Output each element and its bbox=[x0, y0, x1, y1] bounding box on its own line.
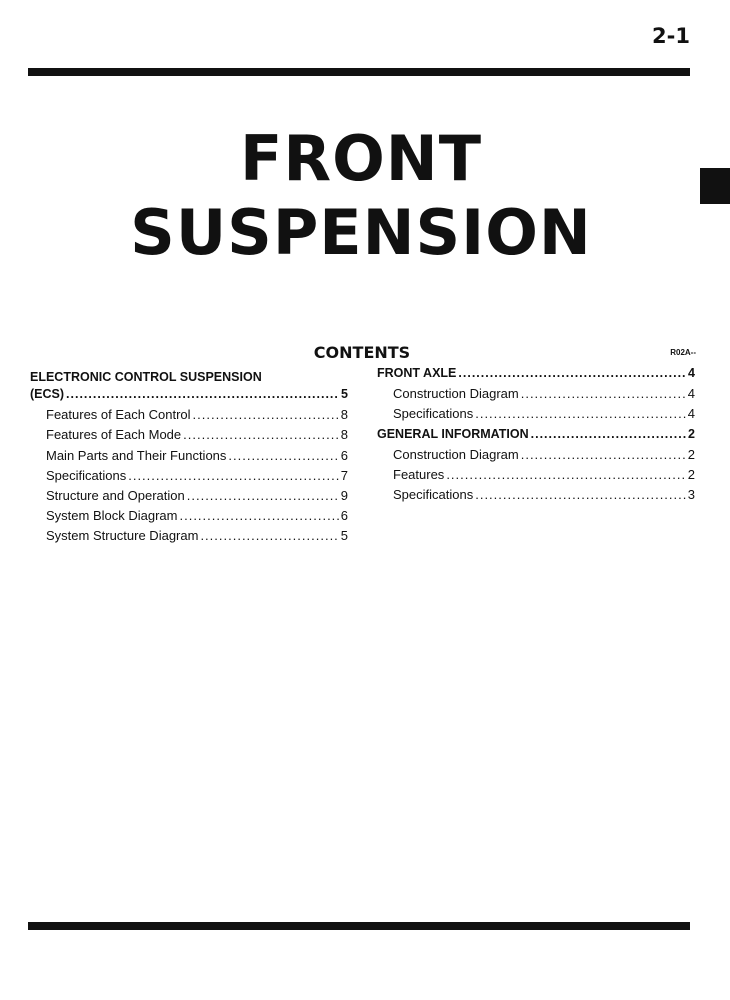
toc-leader-dots bbox=[521, 386, 686, 401]
toc-item-label: Construction Diagram bbox=[393, 386, 519, 402]
toc-item[interactable] bbox=[377, 406, 695, 426]
toc-page-number: 4 bbox=[687, 386, 695, 402]
toc-leader-dots bbox=[187, 488, 339, 503]
toc-leader-dots bbox=[475, 487, 686, 502]
toc-leader-dots bbox=[458, 366, 686, 380]
document-code: R02A-- bbox=[670, 348, 696, 357]
toc-page-number: 2 bbox=[687, 446, 695, 462]
toc-item[interactable] bbox=[377, 487, 695, 507]
toc-page-number: 8 bbox=[340, 427, 348, 443]
toc-leader-dots bbox=[475, 406, 686, 421]
top-rule bbox=[28, 68, 690, 76]
toc-page-number: 7 bbox=[340, 467, 348, 483]
toc-leader-dots bbox=[446, 467, 685, 482]
page-title-line2: SUSPENSION bbox=[130, 196, 592, 269]
bottom-rule bbox=[28, 922, 690, 930]
toc-leader-dots bbox=[128, 468, 339, 483]
toc-section-title-ecs[interactable]: ELECTRONIC CONTROL SUSPENSION bbox=[30, 370, 262, 384]
toc-item-label: Specifications bbox=[393, 406, 474, 422]
toc-item-label: System Structure Diagram bbox=[46, 528, 199, 544]
contents-heading: CONTENTS bbox=[313, 343, 411, 362]
toc-page-number: 6 bbox=[340, 508, 348, 524]
toc-page-number: 6 bbox=[340, 447, 348, 463]
contents-left-column bbox=[30, 368, 348, 549]
page-title-line1: FRONT bbox=[240, 122, 482, 195]
toc-item-label: Structure and Operation bbox=[46, 487, 185, 503]
toc-item[interactable] bbox=[30, 468, 348, 488]
toc-page-number: 5 bbox=[340, 528, 348, 544]
toc-page-number: 5 bbox=[341, 387, 348, 401]
toc-page-number: 9 bbox=[340, 487, 348, 503]
contents-right-column bbox=[377, 366, 695, 507]
toc-page-number: 4 bbox=[688, 366, 695, 380]
toc-leader-dots bbox=[228, 448, 338, 463]
toc-section-label: FRONT AXLE bbox=[377, 366, 457, 380]
toc-item[interactable] bbox=[377, 386, 695, 406]
toc-leader-dots bbox=[193, 407, 339, 422]
toc-leader-dots bbox=[200, 528, 338, 543]
toc-leader-dots bbox=[179, 508, 338, 523]
toc-leader-dots bbox=[521, 447, 686, 462]
toc-item-label: Specifications bbox=[393, 487, 474, 503]
page-number: 2-1 bbox=[652, 24, 690, 48]
toc-item-label: Features of Each Mode bbox=[46, 427, 182, 443]
toc-item[interactable] bbox=[30, 407, 348, 427]
toc-leader-dots bbox=[66, 387, 339, 401]
toc-item-label: Specifications bbox=[46, 467, 127, 483]
toc-item-label: System Block Diagram bbox=[46, 508, 178, 524]
toc-page-number: 4 bbox=[687, 406, 695, 422]
toc-item-label: Main Parts and Their Functions bbox=[46, 447, 227, 463]
toc-page-number: 2 bbox=[688, 426, 695, 441]
toc-item[interactable] bbox=[30, 528, 348, 548]
toc-item[interactable] bbox=[377, 467, 695, 487]
toc-section-ecs[interactable] bbox=[30, 387, 348, 407]
toc-leader-dots bbox=[183, 427, 339, 442]
toc-section-label: (ECS) bbox=[30, 387, 65, 401]
toc-item[interactable] bbox=[30, 427, 348, 447]
toc-page-number: 3 bbox=[687, 487, 695, 503]
toc-section-front-axle[interactable] bbox=[377, 366, 695, 386]
toc-item[interactable] bbox=[30, 448, 348, 468]
toc-item[interactable] bbox=[30, 488, 348, 508]
toc-page-number: 8 bbox=[340, 407, 348, 423]
toc-item[interactable] bbox=[30, 508, 348, 528]
toc-section-label: GENERAL INFORMATION bbox=[377, 426, 529, 441]
toc-page-number: 2 bbox=[687, 466, 695, 482]
toc-item-label: Features bbox=[393, 466, 445, 482]
toc-item-label: Construction Diagram bbox=[393, 446, 519, 462]
toc-item[interactable] bbox=[377, 447, 695, 467]
toc-section-general-information[interactable] bbox=[377, 427, 695, 447]
toc-item-label: Features of Each Control bbox=[46, 407, 191, 423]
toc-leader-dots bbox=[531, 427, 686, 441]
